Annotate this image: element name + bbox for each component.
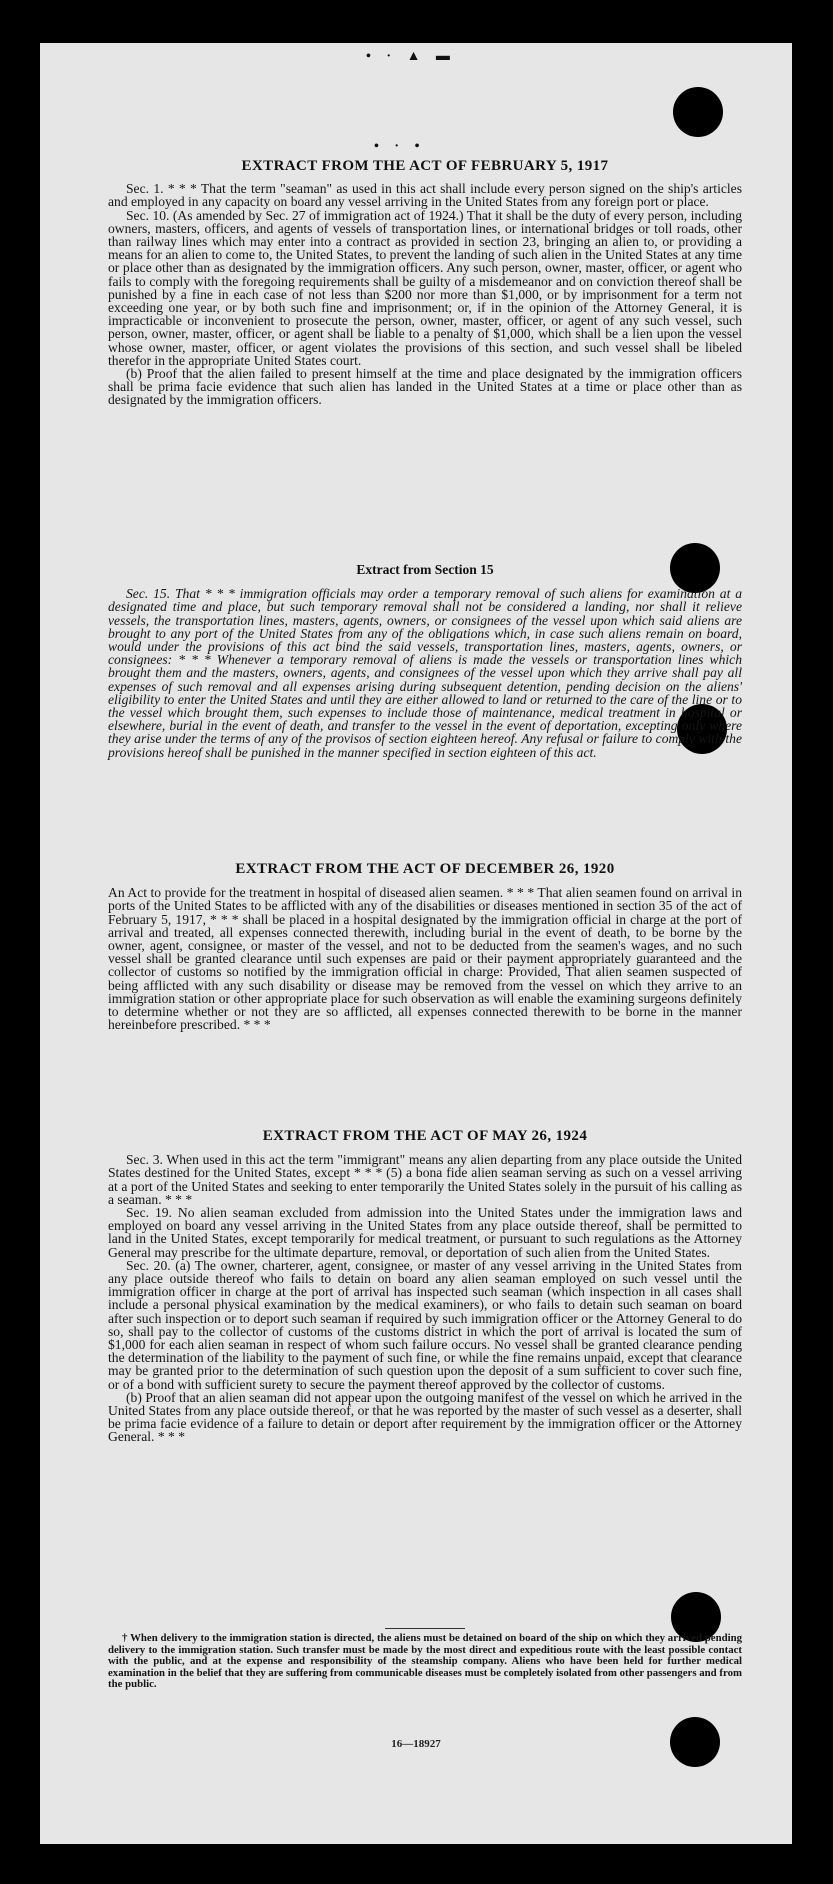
heading-act-may-1924: EXTRACT FROM THE ACT OF MAY 26, 1924 [262,1128,588,1144]
paragraph-sec-15: Sec. 15. That * * * immigration officials may order a temporary removal of such aliens for examination at a designated time and place, but such temporary removal shall not be considered a landing, nor shall it relieve vessels, the transportation lines, masters, agents, owners, or consignees of the vessel upon which said aliens are brought to any port of the United States from any of the obligations which, in case such aliens remain on board, would under the provisions of this act bind the said vessels, transportation lines, masters, agents, owners, or consignees: * * * Whenever a temporary removal of aliens is made the vessels or transportation lines which brought them and the masters, owners, agents, and consignees of the vessel upon which they arrive shall pay all expenses of such removal and all expenses arising during subsequent detention, pending decision on the aliens' eligibility to enter the United States and until they are either allowed to land or returned to the care of the line or to the vessel which brought them, such expenses to include those of maintenance, medical treatment in hospital or elsewhere, burial in the event of death, and transfer to the vessel in the event of deportation, excepting only where they arise under the terms of any of the provisos of section eighteen hereof. Any refusal or failure to comply with the provisions hereof shall be punished in the manner specified in section eighteen of this act. [108,586,742,760]
paragraph-sec-10: Sec. 10. (As amended by Sec. 27 of immigration act of 1924.) That it shall be the duty of every person, including owners, masters, officers, and agents of vessels of transportation lines, or international bridges or toll roads, other than railway lines which may enter into a contract as provided in section 23, bringing an alien to, or providing a means for an alien to come to, the United States, to prevent the landing of such alien in the United States at any time or place other than as designated by the immigration officers. Any such person, owner, master, officer, or agent who fails to comply with the foregoing requirements shall be guilty of a misdemeanor and on conviction thereof shall be punished by a fine in each case of not less than $200 nor more than $1,000, or by imprisonment for a term not exceeding one year, or by both such fine and imprisonment; or, if in the opinion of the Attorney General, it is impracticable or inconvenient to prosecute the person, owner, master, officer, or agent of any such vessel, such person, owner, master, officer, or agent shall be liable to a penalty of $1,000, which shall be a lien upon the vessel whose owner, master, officer, or agent violates the provisions of this section, and such vessel shall be libeled therefor in the appropriate United States court. [108,207,742,368]
paragraph-sec-20-b: (b) Proof that an alien seaman did not appear upon the outgoing manifest of the vessel on which he arrived in the United States from any place outside thereof, or that he was reported by the master of such vessel as a deserter, shall be prima facie evidence of a failure to detain or deport after requirement by the immigration officer or the Attorney General. * * * [108,1389,742,1445]
section-act-dec-1920 [108,863,742,1031]
footnote-text: † When delivery to the immigration station is directed, the aliens must be detained on board of the ship on which they arrived pending delivery to the immigration station. Such transfer must be made by the most direct and expeditious route with the least possible contact with the public, and at the expense and responsibility of the steamship company. Aliens who have been held for further medical examination in the belief that they are suffering from communicable diseases must be completely isolated from other passengers and from the public. [108,1632,742,1691]
document-page [40,43,792,1844]
section-extract-sec-15 [108,563,742,759]
top-specks: • · ▲ ▬ [366,49,456,64]
punch-hole-1 [673,87,723,137]
heading-extract-sec-15: Extract from Section 15 [356,562,494,577]
page-number: 16—18927 [391,1738,441,1750]
paragraph-proof-b: (b) Proof that the alien failed to present himself at the time and place designated by the immigration officers shall be prima facie evidence that such alien has landed in the United States at a time or place other than as designated by the immigration officers. [108,366,742,408]
section-act-may-1924 [108,1130,742,1444]
paragraph-sec-3: Sec. 3. When used in this act the term "immigrant" means any alien departing from any place outside the United States destined for the United States, except * * * (5) a bona fide alien seaman serving as such on a vessel arriving at a port of the United States and seeking to enter temporarily the United States solely in the pursuit of his calling as a seaman. * * * [108,1152,742,1207]
second-specks: • · • [374,139,426,154]
heading-act-feb-1917: EXTRACT FROM THE ACT OF FEBRUARY 5, 1917 [241,158,609,174]
footnote-block [108,1628,742,1691]
footnote-rule [385,1628,465,1629]
paragraph-sec-1: Sec. 1. * * * That the term "seaman" as used in this act shall include every person signed on the ship's articles and employed in any capacity on board any vessel arriving in the United States from any foreign port or place. [108,181,742,210]
paragraph-sec-19: Sec. 19. No alien seaman excluded from admission into the United States under the immigration laws and employed on board any vessel arriving in the United States from any place outside thereof, shall be permitted to land in the United States, except temporarily for medical treatment, or pursuant to such regulations as the Attorney General may prescribe for the ultimate departure, removal, or deportation of such alien from the United States. [108,1205,742,1260]
heading-act-dec-1920: EXTRACT FROM THE ACT OF DECEMBER 26, 1920 [235,861,615,877]
paragraph-act-1920: An Act to provide for the treatment in hospital of diseased alien seamen. * * * That alien seamen found on arrival in ports of the United States to be afflicted with any of the disabilities or diseases mentioned in section 35 of the act of February 5, 1917, * * * shall be placed in a hospital designated by the immigration official in charge at the port of arrival and treated, all expenses connected therewith, including burial in the event of death, to be borne by the owner, agent, consignee, or master of the vessel, and not to be deducted from the seamen's wages, and no such vessel shall be granted clearance until such expenses are paid or their payment appropriately guaranteed and the collector of customs so notified by the immigration official in charge: Provided, That alien seamen suspected of being afflicted with any such disability or disease may be removed from the vessel on which they arrive to an immigration station or other appropriate place for such observation as will enable the examining surgeons definitely to determine whether or not they are so afflicted, all expenses connected therewith to be borne in the manner hereinbefore prescribed. * * * [108,885,742,1033]
section-act-feb-1917 [108,160,742,407]
paragraph-sec-20: Sec. 20. (a) The owner, charterer, agent, consignee, or master of any vessel arriving in the United States from any place outside thereof who fails to detain on board any alien seaman employed on such vessel until the immigration officer in charge at the port of arrival has inspected such seaman (which inspection in all cases shall include a personal physical examination by the medical examiners), or who fails to detain such seaman on board after such inspection or to deport such seaman if required by such immigration officer or the Attorney General to do so, shall pay to the collector of customs of the customs district in which the port of arrival is located the sum of $1,000 for each alien seaman in respect of whom such failure occurs. No vessel shall be granted clearance pending the determination of the liability to the payment of such fine, or while the fine remains unpaid, except that clearance may be granted prior to the determination of such question upon the deposit of a sum sufficient to cover such fine, or of a bond with sufficient surety to secure the payment thereof approved by the collector of customs. [108,1257,742,1392]
